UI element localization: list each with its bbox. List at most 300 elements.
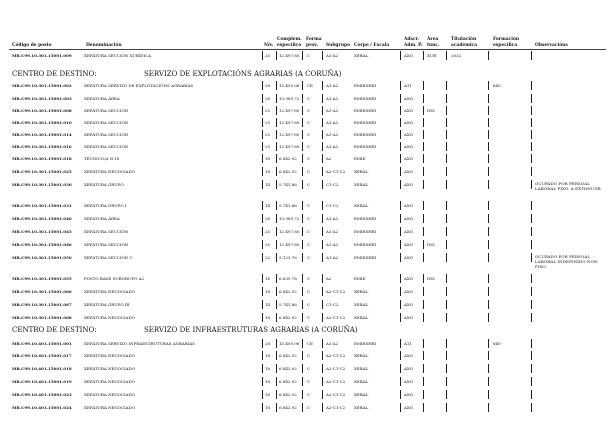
column-rule [531,364,532,373]
column-rule [400,240,401,249]
column-rule [400,201,401,210]
column-rule [423,51,424,60]
cell-adscr: AXG [404,132,413,137]
cell-nivel: 25 [265,229,271,234]
column-rule [322,274,323,283]
cell-subgrupo: A1-A2 [326,53,339,58]
cell-corpo: EMIESHEI [354,132,377,137]
cell-nivel: 16 [265,276,271,281]
cell-formacion: 640 [493,341,501,346]
column-rule [322,51,323,60]
header-forma-prov: prov. [306,43,318,48]
column-rule [488,364,489,373]
cell-forma: C [307,203,311,208]
column-rule [446,274,447,283]
cell-area: XUR [427,53,437,58]
column-rule [276,300,277,309]
column-rule [322,253,323,262]
column-rule [423,253,424,262]
cell-subgrupo: A2-C1-C2 [326,405,346,410]
cell-codigo: MR.C99.10.301.15001.055 [12,276,72,281]
table-row [0,405,615,414]
cell-subgrupo: A2 [326,276,332,281]
cell-denominacion: POSTO BASE SUBGRUPO A2 [84,276,145,281]
cell-subgrupo: A1-A2 [326,96,339,101]
column-rule [302,51,303,60]
cell-denominacion: XEFATURA SERVIZO INFRAESTRUTURAS AGRARIAS [84,341,196,346]
cell-complemento: 12.497,80 [279,120,300,125]
column-rule [423,403,424,412]
table-row [0,392,615,401]
column-rule [322,313,323,322]
column-rule [276,351,277,360]
cell-denominacion: XEFATURA SERVIZO DE EXPLOTACIÓNS AGRARIAS [84,83,194,88]
cell-denominacion: XEFATURA NEGOCIADO [84,289,135,294]
column-rule [400,167,401,176]
cell-adscr: AXG [404,229,413,234]
column-rule [302,253,303,262]
cell-forma: CE [307,341,313,346]
cell-adscr: AXG [404,302,413,307]
column-rule [531,390,532,399]
column-rule [423,364,424,373]
cell-corpo: EMIESHEI [354,144,377,149]
column-rule [400,154,401,163]
header-area-func: func. [427,43,440,48]
cell-forma: C [307,405,311,410]
column-rule [262,377,263,386]
cell-codigo: MR.C99.10.301.15001.008 [12,108,72,113]
column-rule [400,51,401,60]
cell-corpo: XERAL [354,182,369,187]
column-rule [400,94,401,103]
cell-observacions: OCUPADO POR PERSOAL LABORAL INDEFINIDO NON FIXO. [535,254,598,269]
cell-nivel: 18 [265,405,271,410]
column-rule [446,167,447,176]
cell-adscr: AXG [404,120,413,125]
cell-subgrupo: A2-C1-C2 [326,353,346,358]
table-row [0,132,615,141]
column-rule [531,94,532,103]
cell-denominacion: XEFATURA SECCIÓN [84,144,129,149]
column-rule [446,201,447,210]
cell-nivel: 18 [265,353,271,358]
cell-corpo: EMIESHEI [354,83,377,88]
cell-nivel: 18 [265,156,271,161]
column-rule [302,142,303,151]
column-rule [276,240,277,249]
column-rule [446,227,447,236]
cell-denominacion: XEFATURA SECCIÓN C [84,255,133,260]
column-rule [302,240,303,249]
column-rule [302,214,303,223]
cell-denominacion: XEFATURA NEGOCIADO [84,379,135,384]
cell-denominacion: XEFATURA NEGOCIADO [84,169,135,174]
header-titulacion: Titulación [451,37,477,42]
column-rule [531,106,532,115]
column-rule [276,364,277,373]
cell-corpo: EMIESHEI [354,120,377,125]
column-rule [262,364,263,373]
column-rule [262,51,263,60]
column-rule [302,180,303,189]
cell-subgrupo: A2-C1-C2 [326,169,346,174]
cell-complemento: 12.497,80 [279,53,300,58]
column-rule [488,142,489,151]
column-rule [400,81,401,90]
column-rule [302,287,303,296]
cell-adscr: AXG [404,156,413,161]
cell-nivel: 28 [265,341,271,346]
column-rule [531,118,532,127]
column-rule [322,214,323,223]
cell-forma: C [307,120,311,125]
cell-complemento: 12.497,80 [279,132,300,137]
cell-subgrupo: A2-C1-C2 [326,379,346,384]
column-rule [322,167,323,176]
column-rule [488,227,489,236]
cell-complemento: 15.459,96 [279,83,300,88]
header-nivel: Nív. [264,43,274,48]
cell-codigo: MR.C99.10.301.15001.018 [12,156,72,161]
column-rule [262,253,263,262]
cell-nivel: 18 [265,366,271,371]
column-rule [400,313,401,322]
cell-adscr: A11 [404,83,412,88]
column-rule [400,118,401,127]
cell-adscr: AXG [404,144,413,149]
column-rule [446,403,447,412]
cell-corpo: XERAL [354,203,369,208]
cell-subgrupo: A2-C1-C2 [326,289,346,294]
column-rule [322,180,323,189]
cell-forma: C [307,216,311,221]
cell-corpo: XERAL [354,289,369,294]
cell-denominacion: XEFATURA SECCIÓN [84,120,129,125]
column-rule [446,313,447,322]
cell-forma: C [307,182,311,187]
column-rule [531,377,532,386]
column-rule [276,81,277,90]
column-rule [262,81,263,90]
column-rule [531,274,532,283]
column-rule [488,180,489,189]
header-complem: Complem. [277,37,302,42]
cell-adscr: AXG [404,169,413,174]
column-rule [446,240,447,249]
table-row [0,302,615,311]
table-row [0,289,615,298]
cell-area: INS [427,242,435,247]
column-rule [488,51,489,60]
header-denominacion: Denominación [86,43,122,48]
column-rule [488,274,489,283]
cell-forma: C [307,302,311,307]
column-rule [322,142,323,151]
column-rule [276,130,277,139]
column-rule [488,130,489,139]
cell-complemento: 5.741,86 [279,203,297,208]
column-rule [446,51,447,60]
table-row [0,216,615,225]
column-rule [322,227,323,236]
table-row [0,229,615,238]
column-rule [276,214,277,223]
table-row [0,83,615,92]
column-rule [423,94,424,103]
cell-forma: C [307,276,311,281]
cell-area: INS [427,276,435,281]
cell-corpo: EMIESHEI [354,242,377,247]
cell-denominacion: XEFATURA SECCIÓN [84,108,129,113]
column-rule [531,339,532,348]
cell-adscr: AXG [404,289,413,294]
cell-codigo: MR.C99.10.301.15001.066 [12,289,72,294]
cell-adscr: AXG [404,392,413,397]
column-rule [488,81,489,90]
cell-nivel: 22 [265,255,271,260]
cell-observacions: OCUPADO POR PERSOAL LABORAL FIXO. A EXTINGUIR [535,181,601,191]
column-rule [302,227,303,236]
cell-corpo: EMIESHEI [354,341,377,346]
cell-subgrupo: A1-A2 [326,255,339,260]
table-row [0,242,615,251]
column-rule [446,180,447,189]
column-rule [400,300,401,309]
column-rule [276,313,277,322]
column-rule [446,377,447,386]
cell-subgrupo: A1-A2 [326,242,339,247]
column-rule [423,313,424,322]
cell-corpo: EMIESHEI [354,216,377,221]
table-row [0,53,615,62]
column-rule [262,227,263,236]
cell-forma: CE [307,83,313,88]
cell-denominacion: XEFATURA SECCIÓN [84,132,129,137]
cell-adscr: AXG [404,96,413,101]
cell-complemento: 12.497,80 [279,108,300,113]
cell-nivel: 26 [265,96,271,101]
column-rule [276,403,277,412]
column-rule [423,214,424,223]
cell-complemento: 6.842,92 [279,392,297,397]
column-rule [423,118,424,127]
column-rule [446,214,447,223]
cell-corpo: EMIESHEI [354,108,377,113]
column-rule [488,94,489,103]
column-rule [488,154,489,163]
cell-nivel: 14 [265,203,271,208]
column-rule [276,94,277,103]
column-rule [531,253,532,262]
column-rule [302,351,303,360]
cell-codigo: MR.C99.10.301.15001.031 [12,203,72,208]
cell-codigo: MR.C99.10.301.15001.030 [12,182,72,187]
cell-codigo: MR.C99.10.301.15001.009 [12,53,72,58]
cell-adscr: AXG [404,203,413,208]
table-row [0,96,615,105]
table-row [0,203,615,212]
cell-forma: C [307,156,311,161]
cell-nivel: 18 [265,169,271,174]
column-rule [488,403,489,412]
cell-codigo: MR.C99.10.301.15001.067 [12,302,72,307]
table-row [0,144,615,153]
section-label: CENTRO DE DESTINO: [12,70,97,78]
column-rule [302,106,303,115]
cell-adscr: A11 [404,341,412,346]
column-rule [446,118,447,127]
column-rule [322,300,323,309]
column-rule [488,300,489,309]
cell-codigo: MR.C99.10.401.15001.024 [12,405,72,410]
column-rule [423,201,424,210]
column-rule [531,167,532,176]
column-rule [400,390,401,399]
column-rule [423,390,424,399]
column-rule [262,351,263,360]
column-rule [262,94,263,103]
header-adscr: Adscr. [404,37,420,42]
cell-corpo: EMIE [354,156,366,161]
column-rule [446,130,447,139]
cell-complemento: 6.842,92 [279,405,297,410]
column-rule [400,253,401,262]
column-rule [423,240,424,249]
column-rule [423,339,424,348]
column-rule [488,214,489,223]
column-rule [488,377,489,386]
cell-subgrupo: C1-C2 [326,182,339,187]
cell-complemento: 12.497,80 [279,144,300,149]
column-rule [446,390,447,399]
cell-complemento: 6.842,92 [279,169,297,174]
cell-complemento: 15.459,96 [279,341,300,346]
cell-corpo: XERAL [354,353,369,358]
column-rule [446,253,447,262]
cell-subgrupo: A2 [326,156,332,161]
cell-forma: C [307,169,311,174]
cell-nivel: 25 [265,144,271,149]
cell-subgrupo: A1-A2 [326,108,339,113]
column-rule [400,339,401,348]
column-rule [400,287,401,296]
cell-corpo: EMIE [354,276,366,281]
cell-adscr: AXG [404,366,413,371]
cell-forma: C [307,289,311,294]
cell-codigo: MR.C99.10.301.15001.068 [12,315,72,320]
cell-corpo: XERAL [354,53,369,58]
header-corpo: Corpo / Escala [354,43,390,48]
column-rule [262,403,263,412]
column-rule [488,339,489,348]
column-rule [276,118,277,127]
cell-adscr: AXG [404,182,413,187]
cell-corpo: EMIESHEI [354,255,377,260]
cell-nivel: 18 [265,289,271,294]
cell-forma: C [307,366,311,371]
column-rule [423,130,424,139]
column-rule [276,227,277,236]
cell-complemento: 6.842,92 [279,379,297,384]
column-rule [400,227,401,236]
column-rule [400,403,401,412]
cell-denominacion: XEFATURA GRUPO III [84,302,130,307]
header-titulacion-academica: académica [451,43,478,48]
column-rule [531,313,532,322]
column-rule [531,227,532,236]
column-rule [262,390,263,399]
column-rule [400,214,401,223]
column-rule [400,364,401,373]
cell-nivel: 18 [265,392,271,397]
column-rule [531,403,532,412]
column-rule [262,300,263,309]
column-rule [276,154,277,163]
cell-codigo: MR.C99.10.401.15001.023 [12,392,72,397]
cell-adscr: AXG [404,108,413,113]
column-rule [423,180,424,189]
cell-codigo: MR.C99.10.401.15001.001 [12,341,72,346]
column-rule [446,287,447,296]
cell-denominacion: XEFATURA NEGOCIADO [84,405,135,410]
column-rule [400,377,401,386]
column-rule [400,274,401,283]
cell-forma: C [307,315,311,320]
column-rule [446,106,447,115]
cell-subgrupo: A2-C1-C2 [326,366,346,371]
cell-subgrupo: A2-C1-C2 [326,315,346,320]
column-rule [446,94,447,103]
cell-forma: C [307,53,311,58]
cell-corpo: EMIESHEI [354,229,377,234]
column-rule [322,377,323,386]
column-rule [423,300,424,309]
cell-nivel: 14 [265,182,271,187]
column-rule [262,287,263,296]
cell-denominacion: TÉCNICO/A N.18 [84,156,120,161]
header-subgrupo: Subgrupo [326,43,351,48]
cell-nivel: 14 [265,302,271,307]
cell-codigo: MR.C99.10.301.15001.046 [12,242,72,247]
column-rule [423,274,424,283]
cell-denominacion: XEFATURA GRUPO [84,182,124,187]
cell-complemento: 6.842,92 [279,289,297,294]
column-rule [276,167,277,176]
header-divider [9,49,606,50]
column-rule [322,287,323,296]
table-row [0,182,615,191]
column-rule [302,94,303,103]
column-rule [276,274,277,283]
column-rule [276,287,277,296]
column-rule [276,51,277,60]
cell-complemento: 12.497,80 [279,242,300,247]
column-rule [400,180,401,189]
column-rule [400,130,401,139]
header-formacion-especifica: específica [493,43,518,48]
column-rule [423,227,424,236]
header-adscr-adm: Adm. P. [404,43,423,48]
cell-subgrupo: C1-C2 [326,302,339,307]
cell-nivel: 28 [265,83,271,88]
column-rule [262,130,263,139]
cell-corpo: EMIESHEI [354,96,377,101]
column-rule [322,106,323,115]
column-rule [488,240,489,249]
table-row [0,276,615,285]
column-rule [302,377,303,386]
